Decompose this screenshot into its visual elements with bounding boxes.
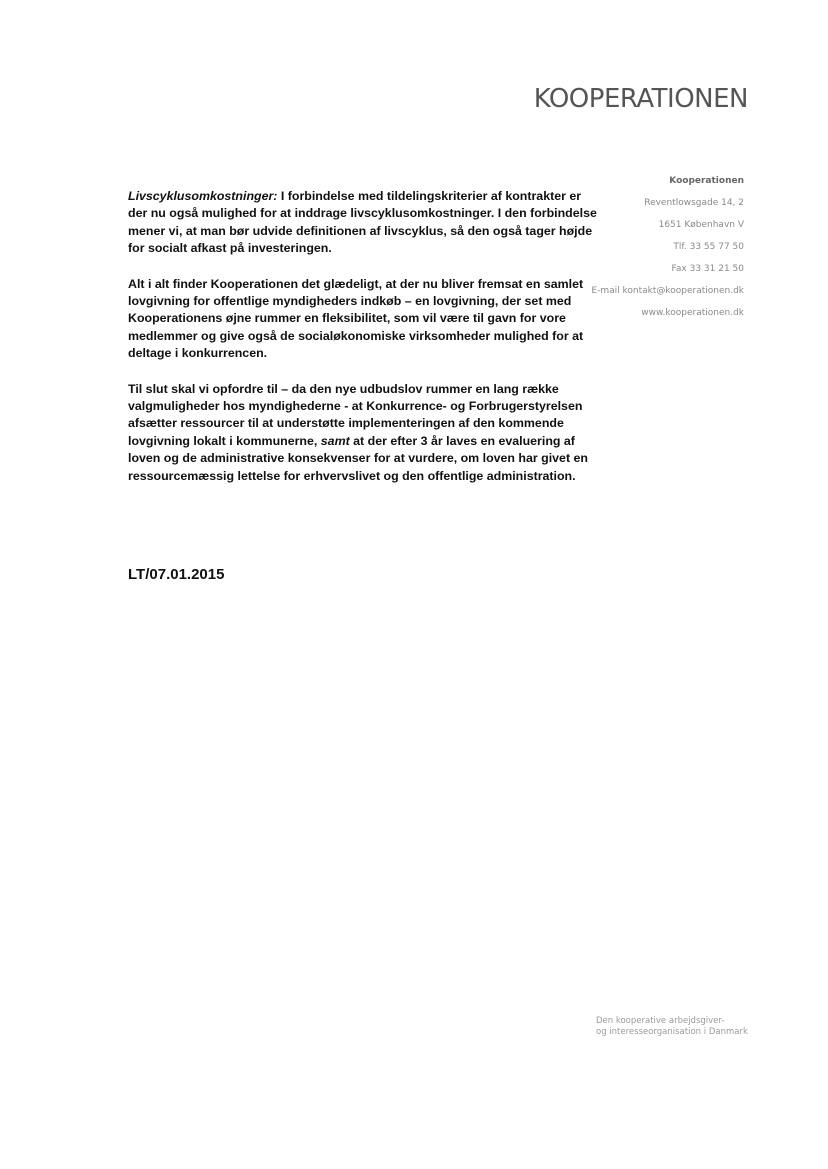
paragraph-text: Til slut skal vi opfordre til – da den nye udbudslov rummer en lang række valgmuligheder hos myndighederne - at Konkurrence- og Forbrugerstyrelsen afsætter ressourcer til at understøtte implementeringen af den kommende lovgivning lokalt i kommunerne, xyxy=(128,381,583,448)
sender-city: 1651 København V xyxy=(658,220,744,230)
sender-fax: Fax 33 31 21 50 xyxy=(671,264,744,274)
paragraph-text: I forbindelse med tildelingskriterier af kontrakter er der nu også mulighed for at inddrage livscyklusomkostninger. I den forbindelse mener vi, at man bør udvide definitionen af livscyklus, så den også tager højde for socialt afkast på investeringen. xyxy=(128,189,597,256)
footer-line: Den kooperative arbejdsgiver- xyxy=(596,1016,725,1026)
sender-web: www.kooperationen.dk xyxy=(641,308,744,318)
sender-phone: Tlf. 33 55 77 50 xyxy=(673,242,744,252)
footer-tagline xyxy=(596,1016,756,1038)
kooperationen-logo: KOOPERATIONEN xyxy=(533,84,748,114)
paragraph-emphasis: samt xyxy=(320,433,350,448)
sender-org: Kooperationen xyxy=(669,176,744,186)
sender-email: E-mail kontakt@kooperationen.dk xyxy=(591,286,744,296)
paragraph-livscyklus xyxy=(128,188,598,258)
footer-line: og interesseorganisation i Danmark xyxy=(596,1027,748,1037)
paragraph-lead-term: Livscyklusomkostninger: xyxy=(128,189,278,203)
paragraph-text: at der efter 3 år laves en evaluering af loven og de administrative konsekvenser for at vurdere, om loven har givet en ressourcemæssig lettelse for erhvervslivet og den offentlige administration. xyxy=(128,433,588,483)
sender-address: Reventlowsgade 14, 2 xyxy=(644,198,744,208)
letter-body xyxy=(128,188,598,503)
paragraph-recommendation xyxy=(128,381,598,485)
paragraph-conclusion: Alt i alt finder Kooperationen det glædeligt, at der nu bliver fremsat en samlet lovgivning for offentlige myndigheders indkøb – en lovgivning, der set med Kooperationens øjne rummer en fleksibilitet, som vil være til gavn for vore medlemmer og give også de socialøkonomiske virksomheder mulighed for at deltage i konkurrencen. xyxy=(128,276,584,361)
signoff-reference: LT/07.01.2015 xyxy=(128,566,225,583)
